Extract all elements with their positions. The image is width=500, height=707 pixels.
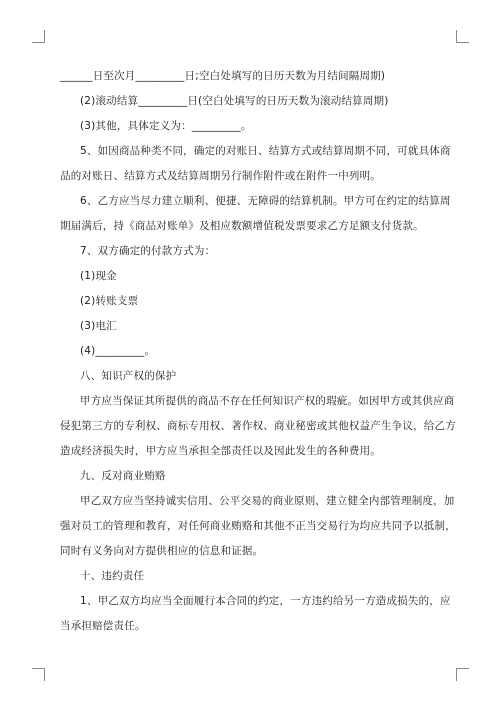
paragraph-line: 7、双方确定的付款方式为：	[80, 245, 216, 257]
crop-mark-bottom-left	[32, 668, 45, 681]
paragraph-line: (1)现金	[80, 270, 117, 282]
section-heading: 十、违约责任	[80, 570, 145, 582]
section-heading: 八、知识产权的保护	[80, 370, 177, 382]
paragraph-line: (4)_________。	[80, 345, 156, 357]
crop-mark-top-left	[32, 30, 45, 43]
crop-mark-bottom-right	[456, 668, 469, 681]
paragraph-line: 甲方应当保证其所提供的商品不存在任何知识产权的瑕疵。如因甲方或其供应商	[80, 395, 455, 407]
paragraph-line: (2)转账支票	[80, 295, 139, 307]
paragraph-line: 同时有义务向对方提供相应的信息和证据。	[60, 545, 264, 557]
paragraph-line: 1、甲乙双方均应当全面履行本合同的约定，一方违约给另一方造成损失的，应	[80, 595, 451, 607]
paragraph-line: ______日至次月_________日;空白处填写的日历天数为月结间隔周期)	[60, 70, 386, 82]
document-body	[60, 64, 456, 639]
paragraph-line: 当承担赔偿责任。	[60, 620, 146, 632]
paragraph-line: 5、如因商品种类不同，确定的对账日、结算方式或结算周期不同，可就具体商	[80, 145, 451, 157]
paragraph-line: 侵犯第三方的专利权、商标专用权、著作权、商业秘密或其他权益产生争议，给乙方	[60, 420, 456, 432]
paragraph-line: (3)电汇	[80, 320, 117, 332]
paragraph-line: 6、乙方应当尽力建立顺利、便捷、无障碍的结算机制。甲方可在约定的结算周	[80, 195, 451, 207]
paragraph-line: 品的对账日、结算方式及结算周期另行制作附件或在附件一中列明。	[60, 170, 381, 182]
paragraph-line: (3)其他，具体定义为：_________。	[80, 120, 252, 132]
paragraph-line: (2)滚动结算_________日(空白处填写的日历天数为滚动结算周期)	[80, 95, 389, 107]
paragraph-line: 期届满后，持《商品对账单》及相应数额增值税发票要求乙方足额支付货款。	[60, 220, 424, 232]
paragraph-line: 甲乙双方应当坚持诚实信用、公平交易的商业原则，建立健全内部管理制度，加	[80, 495, 455, 507]
paragraph-line: 强对员工的管理和教育，对任何商业贿赂和其他不正当交易行为均应共同予以抵制，	[60, 520, 456, 532]
crop-mark-top-right	[456, 30, 469, 43]
paragraph-line: 造成经济损失时，甲方应当承担全部责任以及因此发生的各种费用。	[60, 445, 381, 457]
section-heading: 九、反对商业贿赂	[80, 470, 166, 482]
